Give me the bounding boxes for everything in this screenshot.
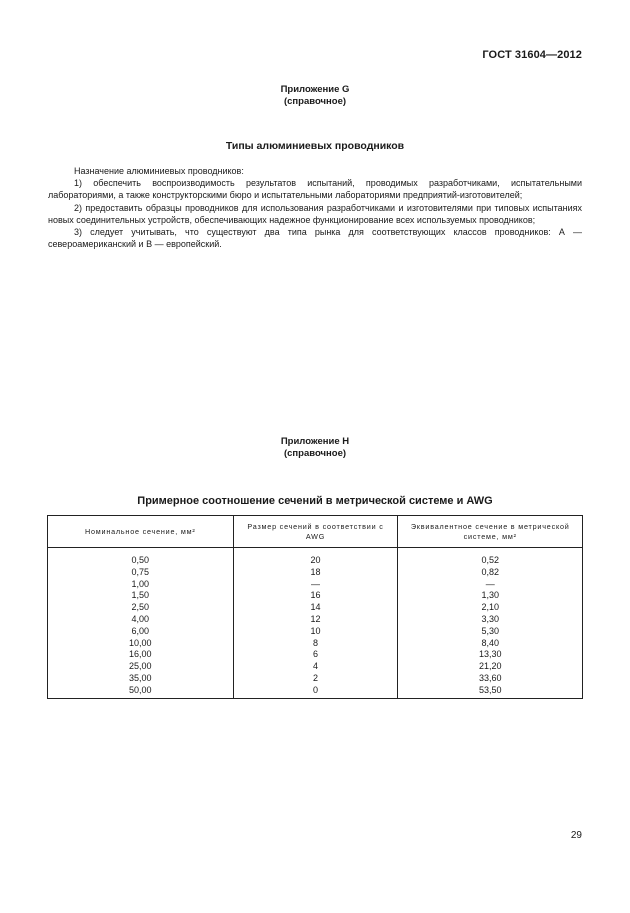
annex-g-body (48, 165, 582, 250)
table-row (48, 567, 583, 579)
table-row (48, 685, 583, 698)
awg-table (47, 515, 583, 699)
annex-g-subtitle: (справочное) (283, 96, 347, 107)
paragraph: 3) следует учитывать, что существуют два типа рынка для соответствующих классов проводников: А — североамериканский и В — европейский. (48, 227, 582, 250)
table-row (48, 661, 583, 673)
cell-awg-size: 18 (233, 567, 398, 579)
paragraph: Назначение алюминиевых проводников: (74, 166, 244, 176)
cell-awg-size: 8 (233, 638, 398, 650)
cell-nominal-section: 1,50 (48, 590, 234, 602)
cell-nominal-section: 10,00 (48, 638, 234, 650)
cell-metric-equivalent: 8,40 (398, 638, 583, 650)
cell-nominal-section: 1,00 (48, 579, 234, 591)
cell-nominal-section: 6,00 (48, 626, 234, 638)
cell-awg-size: 10 (233, 626, 398, 638)
cell-awg-size: 2 (233, 673, 398, 685)
cell-awg-size: 6 (233, 649, 398, 661)
annex-h-title: Приложение Н (280, 436, 350, 447)
cell-awg-size: 4 (233, 661, 398, 673)
table-row (48, 649, 583, 661)
cell-metric-equivalent: 5,30 (398, 626, 583, 638)
table-row (48, 590, 583, 602)
cell-awg-size: 20 (233, 548, 398, 567)
document-id: ГОСТ 31604—2012 (482, 49, 582, 61)
cell-metric-equivalent: 21,20 (398, 661, 583, 673)
page-number: 29 (570, 830, 582, 841)
table-row (48, 673, 583, 685)
cell-awg-size: — (233, 579, 398, 591)
cell-metric-equivalent: — (398, 579, 583, 591)
cell-metric-equivalent: 53,50 (398, 685, 583, 698)
cell-nominal-section: 35,00 (48, 673, 234, 685)
table-row (48, 638, 583, 650)
cell-nominal-section: 0,75 (48, 567, 234, 579)
annex-g-heading: Типы алюминиевых проводников (225, 140, 405, 152)
paragraph: 2) предоставить образцы проводников для использования разработчиками и изготовителями при типовых испытаниях новых соединительных устройств, обеспечивающих надежное функционирование всех используемых проводников; (48, 202, 582, 225)
table-row (48, 602, 583, 614)
cell-metric-equivalent: 13,30 (398, 649, 583, 661)
cell-metric-equivalent: 3,30 (398, 614, 583, 626)
table-header-row (48, 516, 583, 548)
cell-nominal-section: 25,00 (48, 661, 234, 673)
cell-nominal-section: 50,00 (48, 685, 234, 698)
cell-awg-size: 14 (233, 602, 398, 614)
cell-awg-size: 16 (233, 590, 398, 602)
cell-metric-equivalent: 33,60 (398, 673, 583, 685)
table-row (48, 548, 583, 567)
cell-metric-equivalent: 0,82 (398, 567, 583, 579)
cell-awg-size: 0 (233, 685, 398, 698)
annex-h-heading: Примерное соотношение сечений в метрической системе и AWG (137, 495, 493, 507)
cell-awg-size: 12 (233, 614, 398, 626)
table-row (48, 614, 583, 626)
table-body (48, 548, 583, 699)
cell-nominal-section: 0,50 (48, 548, 234, 567)
cell-nominal-section: 4,00 (48, 614, 234, 626)
cell-metric-equivalent: 2,10 (398, 602, 583, 614)
column-header-awg: Размер сечений в соответствии с AWG (233, 516, 398, 548)
table-row (48, 626, 583, 638)
cell-metric-equivalent: 0,52 (398, 548, 583, 567)
annex-g-title: Приложение G (280, 84, 350, 95)
annex-h-subtitle: (справочное) (283, 448, 347, 459)
column-header-metric-equivalent: Эквивалентное сечение в метрической системе, мм² (398, 516, 583, 548)
column-header-nominal: Номинальное сечение, мм² (48, 516, 234, 548)
cell-metric-equivalent: 1,30 (398, 590, 583, 602)
paragraph: 1) обеспечить воспроизводимость результатов испытаний, проводимых разработчиками, испытательными лабораториями, а также конструкторскими бюро и испытательными лабораториями предприятий-изготовителей; (48, 178, 582, 201)
cell-nominal-section: 16,00 (48, 649, 234, 661)
cell-nominal-section: 2,50 (48, 602, 234, 614)
table-row (48, 579, 583, 591)
